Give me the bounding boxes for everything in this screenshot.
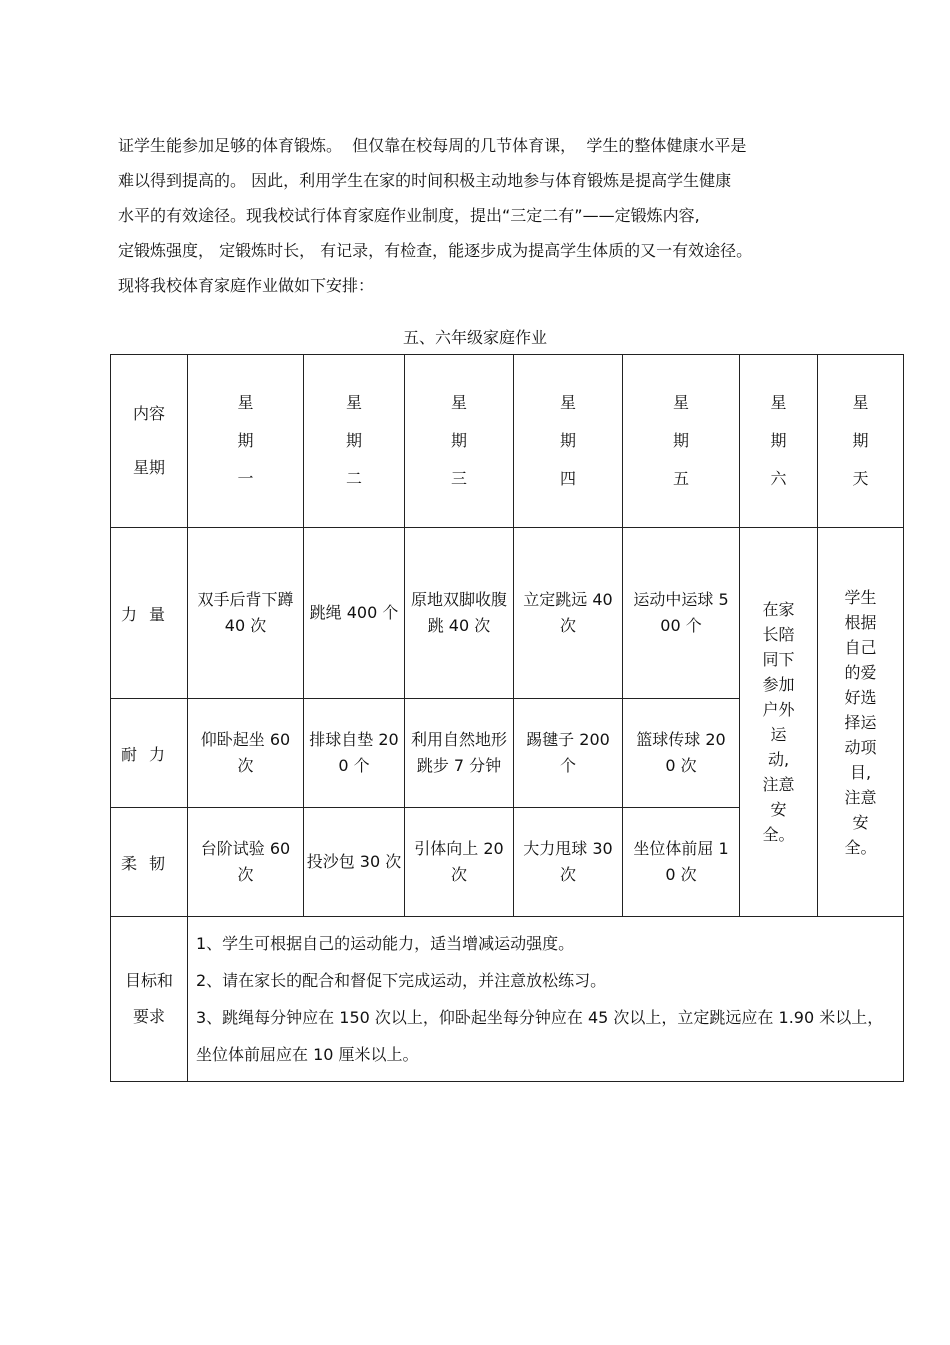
corner-header-cell [111, 355, 188, 528]
exercise-text: 双手后背下蹲 40 次 [197, 590, 294, 635]
category-cell [111, 699, 188, 808]
sunday-cell [818, 528, 904, 917]
exercise-text: 踢毽子 200 个 [526, 730, 610, 775]
day-label: 星期天 [852, 393, 869, 488]
exercise-text: 坐位体前屈 10 次 [633, 839, 729, 884]
day-label: 星期四 [559, 393, 576, 488]
exercise-text: 大力甩球 30 次 [523, 839, 613, 884]
day-header-cell [188, 355, 304, 528]
table-cell [188, 808, 304, 917]
table-cell [304, 699, 405, 808]
homework-table [110, 354, 904, 1082]
table-cell [623, 699, 740, 808]
table-cell [304, 808, 405, 917]
category-cell [111, 808, 188, 917]
category-label: 柔韧 [120, 853, 177, 873]
paragraph-line: 水平的有效途径。现我校试行体育家庭作业制度，提出“三定二有”——定锻炼内容, [118, 206, 700, 225]
table-cell [188, 699, 304, 808]
day-label: 星期二 [345, 393, 362, 488]
paragraph-line: 难以得到提高的。 因此，利用学生在家的时间积极主动地参与体育锻炼是提高学生健康 [118, 171, 732, 190]
day-header-cell [304, 355, 405, 528]
goals-label-cell [111, 917, 188, 1082]
day-label: 星期三 [450, 393, 467, 488]
day-header-cell [818, 355, 904, 528]
corner-top-label: 内容 [132, 404, 165, 423]
goals-cell [188, 917, 904, 1082]
goal-item: 1、学生可根据自己的运动能力，适当增减运动强度。 [196, 934, 575, 953]
table-cell [188, 528, 304, 699]
table-cell [514, 808, 623, 917]
table-caption: 五、六年级家庭作业 [402, 328, 547, 347]
day-header-cell [514, 355, 623, 528]
exercise-text: 运动中运球 500 个 [633, 590, 729, 635]
exercise-text: 排球自垫 200 个 [309, 730, 399, 775]
sunday-text: 学生根据自己的爱好选择运动项目,注意安全。 [844, 587, 877, 857]
goal-item: 3、跳绳每分钟应在 150 次以上，仰卧起坐每分钟应在 45 次以上，立定跳远应在 1.90 米以上，坐位体前屈应在 10 厘米以上。 [196, 1008, 884, 1064]
exercise-text: 利用自然地形跳步 7 分钟 [411, 730, 508, 775]
table-cell [405, 528, 514, 699]
day-header-cell [740, 355, 818, 528]
category-label: 力量 [120, 604, 177, 624]
saturday-text: 在家长陪同下参加户外运动,注意安全。 [762, 600, 795, 844]
table-cell [514, 528, 623, 699]
exercise-text: 引体向上 20 次 [414, 839, 504, 884]
exercise-text: 投沙包 30 次 [306, 852, 402, 871]
exercise-text: 跳绳 400 个 [309, 603, 399, 622]
table-cell [405, 808, 514, 917]
goal-item: 2、请在家长的配合和督促下完成运动，并注意放松练习。 [196, 971, 607, 990]
exercise-text: 原地双脚收腹跳 40 次 [411, 590, 508, 635]
intro-paragraph [118, 128, 848, 303]
goals-label: 目标和要求 [124, 971, 173, 1026]
paragraph-line: 证学生能参加足够的体育锻炼。 但仅靠在校每周的几节体育课， 学生的整体健康水平是 [118, 136, 747, 155]
table-cell [304, 528, 405, 699]
day-header-cell [623, 355, 740, 528]
day-label: 星期六 [770, 393, 787, 488]
category-label: 耐力 [120, 744, 177, 764]
day-header-cell [405, 355, 514, 528]
day-label: 星期五 [672, 393, 689, 488]
category-cell [111, 528, 188, 699]
table-cell [623, 528, 740, 699]
exercise-text: 台阶试验 60 次 [200, 839, 291, 884]
table-cell [623, 808, 740, 917]
goals-row [111, 917, 904, 1082]
paragraph-line: 现将我校体育家庭作业做如下安排： [118, 276, 375, 295]
exercise-text: 立定跳远 40 次 [523, 590, 613, 635]
saturday-cell [740, 528, 818, 917]
table-row [111, 528, 904, 699]
exercise-text: 篮球传球 200 次 [636, 730, 726, 775]
paragraph-line: 定锻炼强度， 定锻炼时长， 有记录，有检查，能逐步成为提高学生体质的又一有效途径。 [118, 241, 753, 260]
exercise-text: 仰卧起坐 60 次 [200, 730, 291, 775]
table-cell [405, 699, 514, 808]
table-cell [514, 699, 623, 808]
header-row [111, 355, 904, 528]
day-label: 星期一 [237, 393, 254, 488]
corner-bottom-label: 星期 [132, 458, 165, 477]
